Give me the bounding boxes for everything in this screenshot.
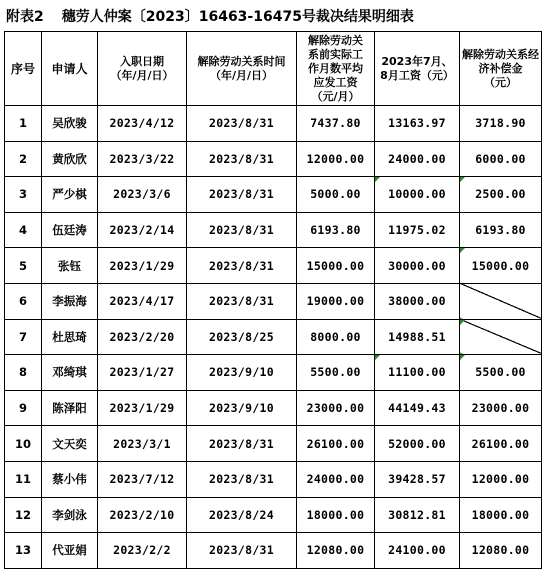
average-wage-cell: 12080.00 (297, 533, 375, 569)
termination-date-cell: 2023/8/31 (187, 141, 297, 177)
hire-date-cell: 2023/2/10 (98, 497, 187, 533)
average-wage-cell: 6193.80 (297, 212, 375, 248)
col-header-no: 序号 (5, 32, 42, 106)
hire-date-cell: 2023/2/2 (98, 533, 187, 569)
compensation-cell: 12080.00 (460, 533, 542, 569)
table-row (5, 106, 542, 142)
compensation-cell: 6000.00 (460, 141, 542, 177)
table-title: 穗劳人仲案〔2023〕16463-16475号裁决结果明细表 (61, 9, 414, 25)
compensation-cell: 15000.00 (460, 248, 542, 284)
jul-aug-wage-cell: 38000.00 (375, 283, 460, 319)
col-header-applicant: 申请人 (42, 32, 98, 106)
termination-date-cell: 2023/8/31 (187, 212, 297, 248)
col-header-average-wage: 解除劳动关系前实际工作月数平均应发工资 （元/月） (297, 32, 375, 106)
hire-date-cell: 2023/4/12 (98, 106, 187, 142)
termination-date-cell: 2023/9/10 (187, 355, 297, 391)
hire-date-cell: 2023/4/17 (98, 283, 187, 319)
jul-aug-wage-cell: 52000.00 (375, 426, 460, 462)
jul-aug-wage-cell: 24000.00 (375, 141, 460, 177)
applicant-name-cell: 张钰 (42, 248, 98, 284)
row-number-cell: 12 (5, 497, 42, 533)
table-row (5, 355, 542, 391)
jul-aug-wage-cell: 30000.00 (375, 248, 460, 284)
table-row (5, 390, 542, 426)
average-wage-cell: 24000.00 (297, 461, 375, 497)
compensation-cell: 18000.00 (460, 497, 542, 533)
col-header-hire-date: 入职日期 （年/月/日） (98, 32, 187, 106)
table-row (5, 177, 542, 213)
applicant-name-cell: 蔡小伟 (42, 461, 98, 497)
applicant-name-cell: 杜思琦 (42, 319, 98, 355)
table-row (5, 212, 542, 248)
hire-date-cell: 2023/1/27 (98, 355, 187, 391)
termination-date-cell: 2023/8/31 (187, 248, 297, 284)
page-title (6, 6, 414, 28)
average-wage-cell: 5500.00 (297, 355, 375, 391)
applicant-name-cell: 伍廷涛 (42, 212, 98, 248)
applicant-name-cell: 李剑泳 (42, 497, 98, 533)
row-number-cell: 7 (5, 319, 42, 355)
jul-aug-wage-cell: 11100.00 (375, 355, 460, 391)
compensation-cell: 3718.90 (460, 106, 542, 142)
applicant-name-cell: 陈泽阳 (42, 390, 98, 426)
compensation-cell: 6193.80 (460, 212, 542, 248)
table-row (5, 141, 542, 177)
hire-date-cell: 2023/2/14 (98, 212, 187, 248)
termination-date-cell: 2023/8/31 (187, 106, 297, 142)
compensation-cell-not-applicable (460, 283, 542, 319)
compensation-cell: 5500.00 (460, 355, 542, 391)
hire-date-cell: 2023/2/20 (98, 319, 187, 355)
table-row (5, 497, 542, 533)
hire-date-cell: 2023/3/1 (98, 426, 187, 462)
row-number-cell: 4 (5, 212, 42, 248)
compensation-cell: 26100.00 (460, 426, 542, 462)
average-wage-cell: 26100.00 (297, 426, 375, 462)
hire-date-cell: 2023/7/12 (98, 461, 187, 497)
average-wage-cell: 19000.00 (297, 283, 375, 319)
hire-date-cell: 2023/1/29 (98, 248, 187, 284)
termination-date-cell: 2023/8/24 (187, 497, 297, 533)
col-header-jul-aug-wage: 2023年7月、8月工资（元） (375, 32, 460, 106)
average-wage-cell: 23000.00 (297, 390, 375, 426)
applicant-name-cell: 邓绮琪 (42, 355, 98, 391)
termination-date-cell: 2023/8/31 (187, 426, 297, 462)
table-row (5, 461, 542, 497)
compensation-cell: 23000.00 (460, 390, 542, 426)
row-number-cell: 13 (5, 533, 42, 569)
row-number-cell: 11 (5, 461, 42, 497)
applicant-name-cell: 代亚娟 (42, 533, 98, 569)
row-number-cell: 10 (5, 426, 42, 462)
table-row (5, 533, 542, 569)
average-wage-cell: 7437.80 (297, 106, 375, 142)
appendix-tag: 附表2 (6, 9, 44, 25)
jul-aug-wage-cell: 24100.00 (375, 533, 460, 569)
applicant-name-cell: 李振海 (42, 283, 98, 319)
average-wage-cell: 5000.00 (297, 177, 375, 213)
compensation-cell: 12000.00 (460, 461, 542, 497)
applicant-name-cell: 吴欣骏 (42, 106, 98, 142)
applicant-name-cell: 文天奕 (42, 426, 98, 462)
jul-aug-wage-cell: 44149.43 (375, 390, 460, 426)
table-row (5, 283, 542, 319)
table-row (5, 248, 542, 284)
applicant-name-cell: 黄欣欣 (42, 141, 98, 177)
jul-aug-wage-cell: 39428.57 (375, 461, 460, 497)
hire-date-cell: 2023/1/29 (98, 390, 187, 426)
average-wage-cell: 8000.00 (297, 319, 375, 355)
row-number-cell: 8 (5, 355, 42, 391)
termination-date-cell: 2023/8/31 (187, 533, 297, 569)
average-wage-cell: 12000.00 (297, 141, 375, 177)
jul-aug-wage-cell: 13163.97 (375, 106, 460, 142)
row-number-cell: 2 (5, 141, 42, 177)
row-number-cell: 9 (5, 390, 42, 426)
compensation-cell-not-applicable (460, 319, 542, 355)
row-number-cell: 3 (5, 177, 42, 213)
row-number-cell: 5 (5, 248, 42, 284)
row-number-cell: 1 (5, 106, 42, 142)
termination-date-cell: 2023/8/31 (187, 461, 297, 497)
average-wage-cell: 18000.00 (297, 497, 375, 533)
col-header-termination-date: 解除劳动关系时间 （年/月/日） (187, 32, 297, 106)
compensation-cell: 2500.00 (460, 177, 542, 213)
header-row (5, 32, 542, 106)
jul-aug-wage-cell: 14988.51 (375, 319, 460, 355)
termination-date-cell: 2023/8/31 (187, 283, 297, 319)
jul-aug-wage-cell: 11975.02 (375, 212, 460, 248)
average-wage-cell: 15000.00 (297, 248, 375, 284)
jul-aug-wage-cell: 10000.00 (375, 177, 460, 213)
jul-aug-wage-cell: 30812.81 (375, 497, 460, 533)
hire-date-cell: 2023/3/6 (98, 177, 187, 213)
results-table (4, 31, 542, 569)
termination-date-cell: 2023/8/31 (187, 177, 297, 213)
hire-date-cell: 2023/3/22 (98, 141, 187, 177)
applicant-name-cell: 严少棋 (42, 177, 98, 213)
row-number-cell: 6 (5, 283, 42, 319)
table-row (5, 426, 542, 462)
termination-date-cell: 2023/8/25 (187, 319, 297, 355)
table-row (5, 319, 542, 355)
col-header-compensation: 解除劳动关系经济补偿金 （元） (460, 32, 542, 106)
termination-date-cell: 2023/9/10 (187, 390, 297, 426)
